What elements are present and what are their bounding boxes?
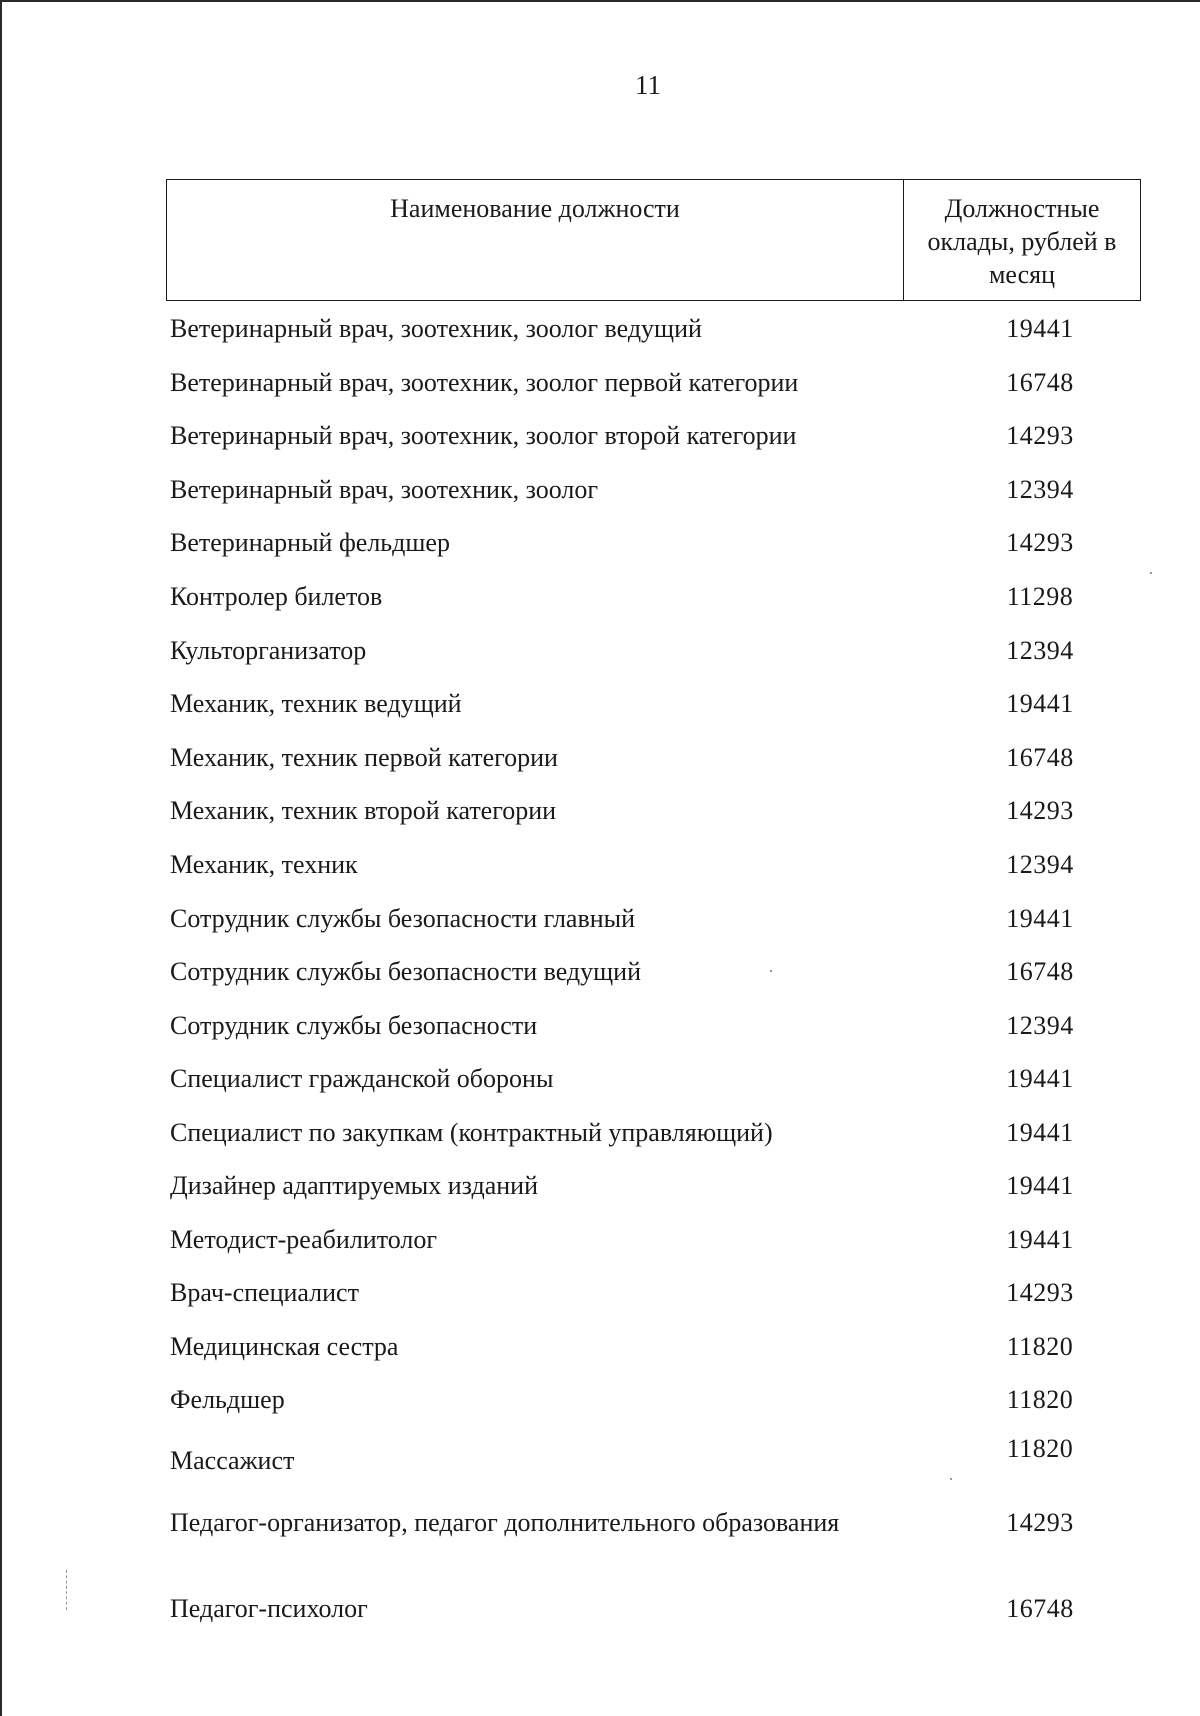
salary-value: 16748 — [1006, 368, 1074, 397]
position-name: Педагог-психолог — [170, 1594, 368, 1623]
position-name: Ветеринарный врач, зоотехник, зоолог — [170, 475, 599, 504]
salary-value: 12394 — [1006, 475, 1074, 504]
position-name: Медицинская сестра — [170, 1332, 399, 1361]
scan-speck — [1150, 572, 1152, 574]
position-name: Сотрудник службы безопасности главный — [170, 904, 636, 933]
salary-value: 14293 — [1006, 421, 1074, 450]
position-name: Ветеринарный врач, зоотехник, зоолог второй категории — [170, 421, 797, 450]
position-name: Специалист по закупкам (контрактный управляющий) — [170, 1118, 773, 1147]
salary-value: 12394 — [1006, 850, 1074, 879]
salary-value: 16748 — [1006, 743, 1074, 772]
salary-value: 12394 — [1006, 636, 1074, 665]
position-name: Механик, техник второй категории — [170, 796, 557, 825]
page-number: 11 — [635, 70, 661, 100]
salary-value: 19441 — [1006, 1118, 1074, 1147]
salary-value: 14293 — [1006, 796, 1074, 825]
salary-value: 19441 — [1006, 314, 1074, 343]
scan-margin-mark — [66, 1570, 69, 1610]
scan-speck — [950, 1478, 952, 1480]
position-name: Ветеринарный врач, зоотехник, зоолог первой категории — [170, 368, 799, 397]
position-name: Контролер билетов — [170, 582, 383, 611]
salary-value: 11820 — [1006, 1434, 1074, 1463]
header-salary: Должностные оклады, рублей в месяц — [927, 194, 1117, 289]
salary-value: 19441 — [1006, 1171, 1074, 1200]
salary-value: 19441 — [1006, 904, 1074, 933]
position-name: Механик, техник первой категории — [170, 743, 558, 772]
position-name: Дизайнер адаптируемых изданий — [170, 1171, 538, 1200]
scan-speck — [770, 970, 772, 972]
position-name: Методист-реабилитолог — [170, 1225, 438, 1254]
position-name: Сотрудник службы безопасности — [170, 1011, 538, 1040]
salary-value: 14293 — [1006, 528, 1074, 557]
salary-value: 14293 — [1006, 1508, 1074, 1537]
salary-value: 16748 — [1006, 957, 1074, 986]
salary-value: 14293 — [1006, 1278, 1074, 1307]
position-name: Массажист — [170, 1446, 295, 1475]
salary-value: 11298 — [1006, 582, 1074, 611]
salary-value: 11820 — [1006, 1385, 1074, 1414]
salary-value: 19441 — [1006, 689, 1074, 718]
position-name: Механик, техник ведущий — [170, 689, 462, 718]
position-name: Сотрудник службы безопасности ведущий — [170, 957, 642, 986]
position-name: Врач-специалист — [170, 1278, 359, 1307]
position-name: Фельдшер — [170, 1385, 285, 1414]
salary-value: 16748 — [1006, 1594, 1074, 1623]
position-name: Культорганизатор — [170, 636, 367, 665]
salary-value: 19441 — [1006, 1064, 1074, 1093]
position-name: Ветеринарный врач, зоотехник, зоолог ведущий — [170, 314, 702, 343]
header-position-name: Наименование должности — [167, 180, 904, 300]
salary-value: 11820 — [1006, 1332, 1074, 1361]
salary-value: 19441 — [1006, 1225, 1074, 1254]
position-name: Механик, техник — [170, 850, 358, 879]
position-name: Ветеринарный фельдшер — [170, 528, 450, 557]
position-name: Специалист гражданской обороны — [170, 1064, 554, 1093]
position-name: Педагог-организатор, педагог дополнительного образования — [170, 1508, 840, 1537]
salary-value: 12394 — [1006, 1011, 1074, 1040]
